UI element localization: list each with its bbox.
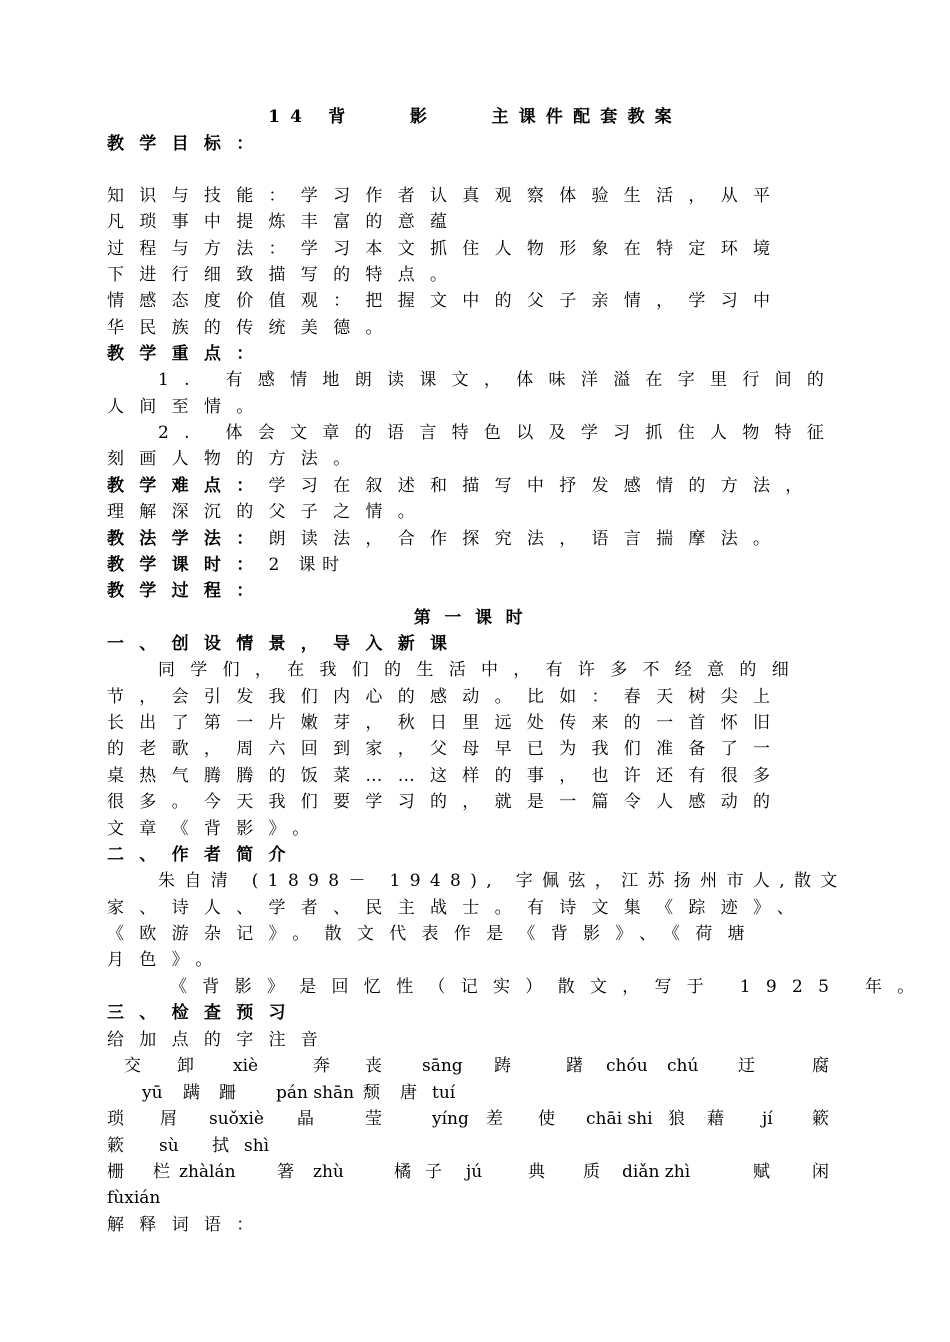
vocab-char: 唐	[400, 1083, 417, 1103]
vocab-char: 迂	[738, 1056, 755, 1076]
vocab-char: 蹒	[183, 1083, 200, 1103]
vocab-char: 躇	[566, 1056, 583, 1076]
vocab-pinyin: chóu	[606, 1056, 648, 1076]
vocab-char: 颓	[363, 1083, 380, 1103]
vocab-pinyin: diǎn zhì	[622, 1162, 691, 1182]
vocab-char: 踌	[494, 1056, 511, 1076]
vocab-char: 差	[486, 1109, 503, 1129]
objective-line: 凡琐事中提炼丰富的意蕴	[107, 212, 463, 232]
objective-line: 华民族的传统美德。	[107, 318, 398, 338]
vocab-char: 典	[528, 1162, 545, 1182]
section3-sub: 给加点的字注音	[107, 1030, 334, 1050]
pinyin-row	[107, 1080, 847, 1106]
section1-line: 桌热气腾腾的饭菜……这样的事，也许还有很多	[107, 766, 786, 786]
lesson-heading: 第一课时	[413, 608, 537, 628]
pinyin-row	[107, 1133, 847, 1159]
methods-text: 朗读法，合作探究法，语言揣摩法。	[268, 529, 786, 549]
key-points-heading: 教学重点：	[107, 344, 269, 364]
section2-line: 家、诗人、学者、民主战士。有诗文集《踪迹》、	[107, 898, 810, 918]
vocab-char: 奔	[313, 1056, 330, 1076]
key-point-item: 2. 体会文章的语言特色以及学习抓住人物特征	[158, 423, 840, 443]
vocab-char: 屑	[160, 1109, 177, 1129]
pinyin-row	[107, 1159, 847, 1185]
section1-line: 很多。今天我们要学习的，就是一篇令人感动的	[107, 792, 786, 812]
vocab-char: 栅	[107, 1162, 124, 1182]
section2-line: 朱自清 (1898－ 1948), 字佩弦，江苏扬州市人,散文	[158, 871, 847, 891]
section3-heading: 三、检查预习	[107, 1003, 301, 1023]
vocab-pinyin: shì	[244, 1136, 270, 1156]
vocab-char: 丧	[365, 1056, 382, 1076]
section2-line: 月色》。	[107, 950, 228, 970]
vocab-char: 子	[425, 1162, 442, 1182]
difficulty-heading: 教学难点：	[107, 476, 269, 496]
vocab-char: 交	[124, 1056, 141, 1076]
vocab-char: 栏	[153, 1162, 170, 1182]
objectives-heading: 教学目标：	[107, 134, 269, 154]
difficulty-text: 学习在叙述和描写中抒发感情的方法，	[268, 476, 818, 496]
vocab-char: 簌	[812, 1109, 829, 1129]
vocab-pinyin: pán shān	[276, 1083, 355, 1103]
hours-line	[107, 552, 847, 578]
vocab-char: 莹	[365, 1109, 382, 1129]
vocab-char: 使	[538, 1109, 555, 1129]
key-point-item: 刻画人物的方法。	[107, 449, 366, 469]
objective-line: 下进行细致描写的特点。	[107, 265, 463, 285]
vocab-pinyin: chú	[667, 1056, 699, 1076]
hours-text: 2 课时	[268, 555, 346, 575]
pinyin-row	[107, 1185, 847, 1211]
key-point-item: 1. 有感情地朗读课文，体味洋溢在字里行间的	[158, 370, 840, 390]
glossary-heading: 解释词语：	[107, 1215, 269, 1235]
vocab-char: 琐	[107, 1109, 124, 1129]
vocab-pinyin: jú	[466, 1162, 483, 1182]
objective-line: 知识与技能：学习作者认真观察体验生活，从平	[107, 186, 786, 206]
vocab-pinyin: xiè	[233, 1056, 259, 1076]
methods-line	[107, 526, 847, 552]
section1-line: 的老歌，周六回到家，父母早已为我们准备了一	[107, 739, 786, 759]
vocab-char: 跚	[219, 1083, 236, 1103]
vocab-char: 闲	[812, 1162, 829, 1182]
section1-line: 节，会引发我们内心的感动。比如：春天树尖上	[107, 687, 786, 707]
document-title: 14 背 影 主课件配套教案	[268, 107, 682, 127]
vocab-pinyin: zhù	[313, 1162, 344, 1182]
key-point-item: 人间至情。	[107, 397, 269, 417]
section2-heading: 二、作者简介	[107, 845, 301, 865]
vocab-pinyin: suǒxiè	[209, 1109, 264, 1129]
vocab-pinyin: fùxián	[107, 1188, 161, 1208]
objective-line: 情感态度价值观：把握文中的父子亲情，学习中	[107, 291, 786, 311]
vocab-char: 箸	[277, 1162, 294, 1182]
section1-line: 同学们，在我们的生活中，有许多不经意的细	[158, 660, 804, 680]
objective-line: 过程与方法：学习本文抓住人物形象在特定环境	[107, 239, 786, 259]
difficulty-line-2: 理解深沉的父子之情。	[107, 502, 430, 522]
section1-line: 长出了第一片嫩芽，秋日里远处传来的一首怀旧	[107, 713, 786, 733]
vocab-pinyin: jí	[762, 1109, 773, 1129]
vocab-char: 狼	[668, 1109, 685, 1129]
vocab-pinyin: chāi shi	[586, 1109, 653, 1129]
vocab-pinyin: yíng	[432, 1109, 469, 1129]
vocab-pinyin: zhàlán	[179, 1162, 236, 1182]
vocab-char: 橘	[394, 1162, 411, 1182]
hours-heading: 教学课时：	[107, 555, 269, 575]
section1-line: 文章《背影》。	[107, 819, 325, 839]
section1-heading: 一、创设情景，导入新课	[107, 634, 463, 654]
vocab-pinyin: yū	[142, 1083, 163, 1103]
methods-heading: 教法学法：	[107, 529, 269, 549]
vocab-char: 拭	[212, 1136, 229, 1156]
vocab-pinyin: sāng	[422, 1056, 463, 1076]
process-heading: 教学过程：	[107, 581, 269, 601]
vocab-char: 卸	[177, 1056, 194, 1076]
vocab-pinyin: sù	[159, 1136, 179, 1156]
pinyin-row	[107, 1053, 847, 1079]
vocab-char: 腐	[812, 1056, 829, 1076]
section2-extra: 《背影》是回忆性（记实）散文，写于 1925 年。	[170, 977, 930, 997]
vocab-char: 晶	[297, 1109, 314, 1129]
vocab-char: 藉	[707, 1109, 724, 1129]
pinyin-row	[107, 1106, 847, 1132]
vocab-char: 赋	[753, 1162, 770, 1182]
difficulty-line	[107, 473, 847, 499]
vocab-char: 质	[583, 1162, 600, 1182]
vocab-pinyin: tuí	[432, 1083, 456, 1103]
section2-line: 《欧游杂记》。散文代表作是《背影》、《荷塘	[107, 924, 760, 944]
vocab-char: 簌	[107, 1136, 124, 1156]
